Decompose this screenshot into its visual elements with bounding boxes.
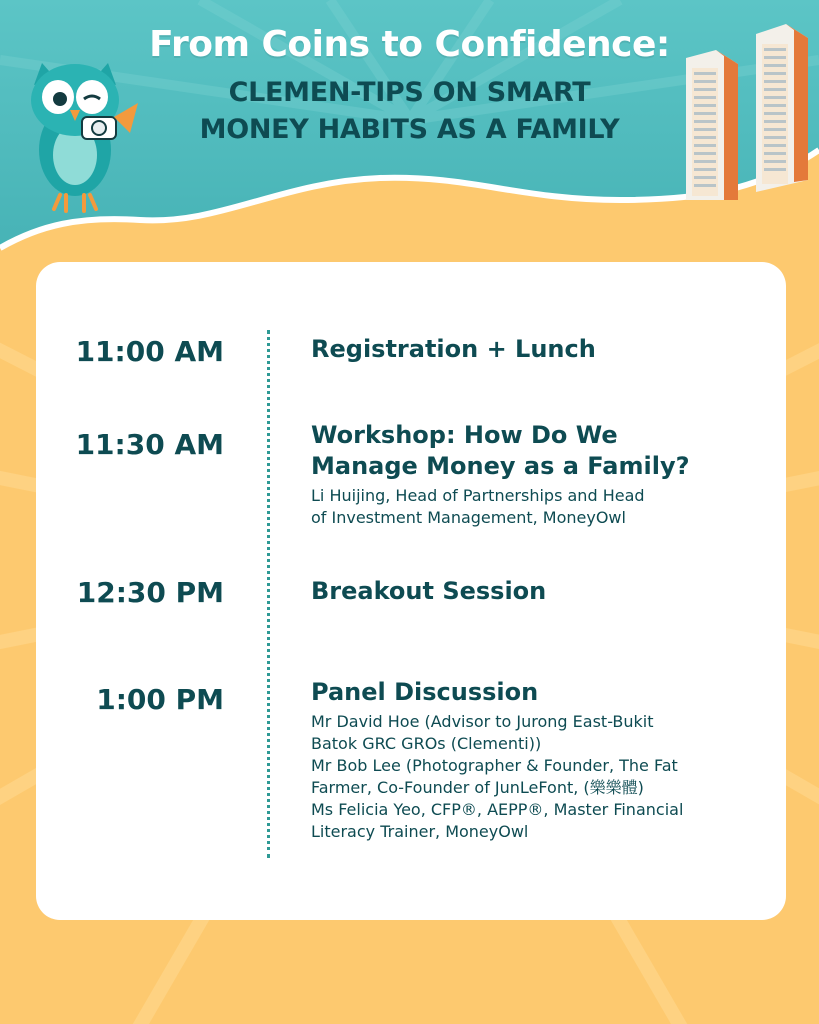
panelist-line: Batok GRC GROs (Clementi)) (311, 734, 542, 753)
event-registration-title: Registration + Lunch (311, 335, 596, 363)
event-panel-panelists (311, 711, 731, 843)
event-workshop-speaker (311, 485, 731, 529)
time-panel: 1:00 PM (96, 683, 224, 716)
workshop-title-line-1: Workshop: How Do We (311, 421, 618, 449)
event-panel-title: Panel Discussion (311, 678, 539, 706)
workshop-title-line-2: Manage Money as a Family? (311, 452, 690, 480)
event-breakout-title: Breakout Session (311, 577, 547, 605)
subtitle-line-2: MONEY HABITS AS A FAMILY (199, 114, 620, 145)
subtitle-line-1: CLEMEN-TIPS ON SMART (228, 77, 591, 108)
panelist-line: Ms Felicia Yeo, CFP®, AEPP®, Master Financial (311, 800, 684, 819)
panelist-line: Farmer, Co-Founder of JunLeFont, (樂樂體) (311, 778, 644, 797)
time-workshop: 11:30 AM (75, 428, 224, 461)
event-workshop-title (311, 420, 731, 482)
speaker-line-2: of Investment Management, MoneyOwl (311, 508, 626, 527)
page-subtitle (0, 74, 819, 148)
speaker-line-1: Li Huijing, Head of Partnerships and Head (311, 486, 645, 505)
page-title: From Coins to Confidence: (149, 24, 670, 65)
panelist-line: Literacy Trainer, MoneyOwl (311, 822, 529, 841)
time-breakout: 12:30 PM (76, 576, 224, 609)
panelist-line: Mr David Hoe (Advisor to Jurong East-Bukit (311, 712, 654, 731)
time-registration: 11:00 AM (75, 335, 224, 368)
timeline-divider (267, 330, 270, 858)
panelist-line: Mr Bob Lee (Photographer & Founder, The Fat (311, 756, 678, 775)
